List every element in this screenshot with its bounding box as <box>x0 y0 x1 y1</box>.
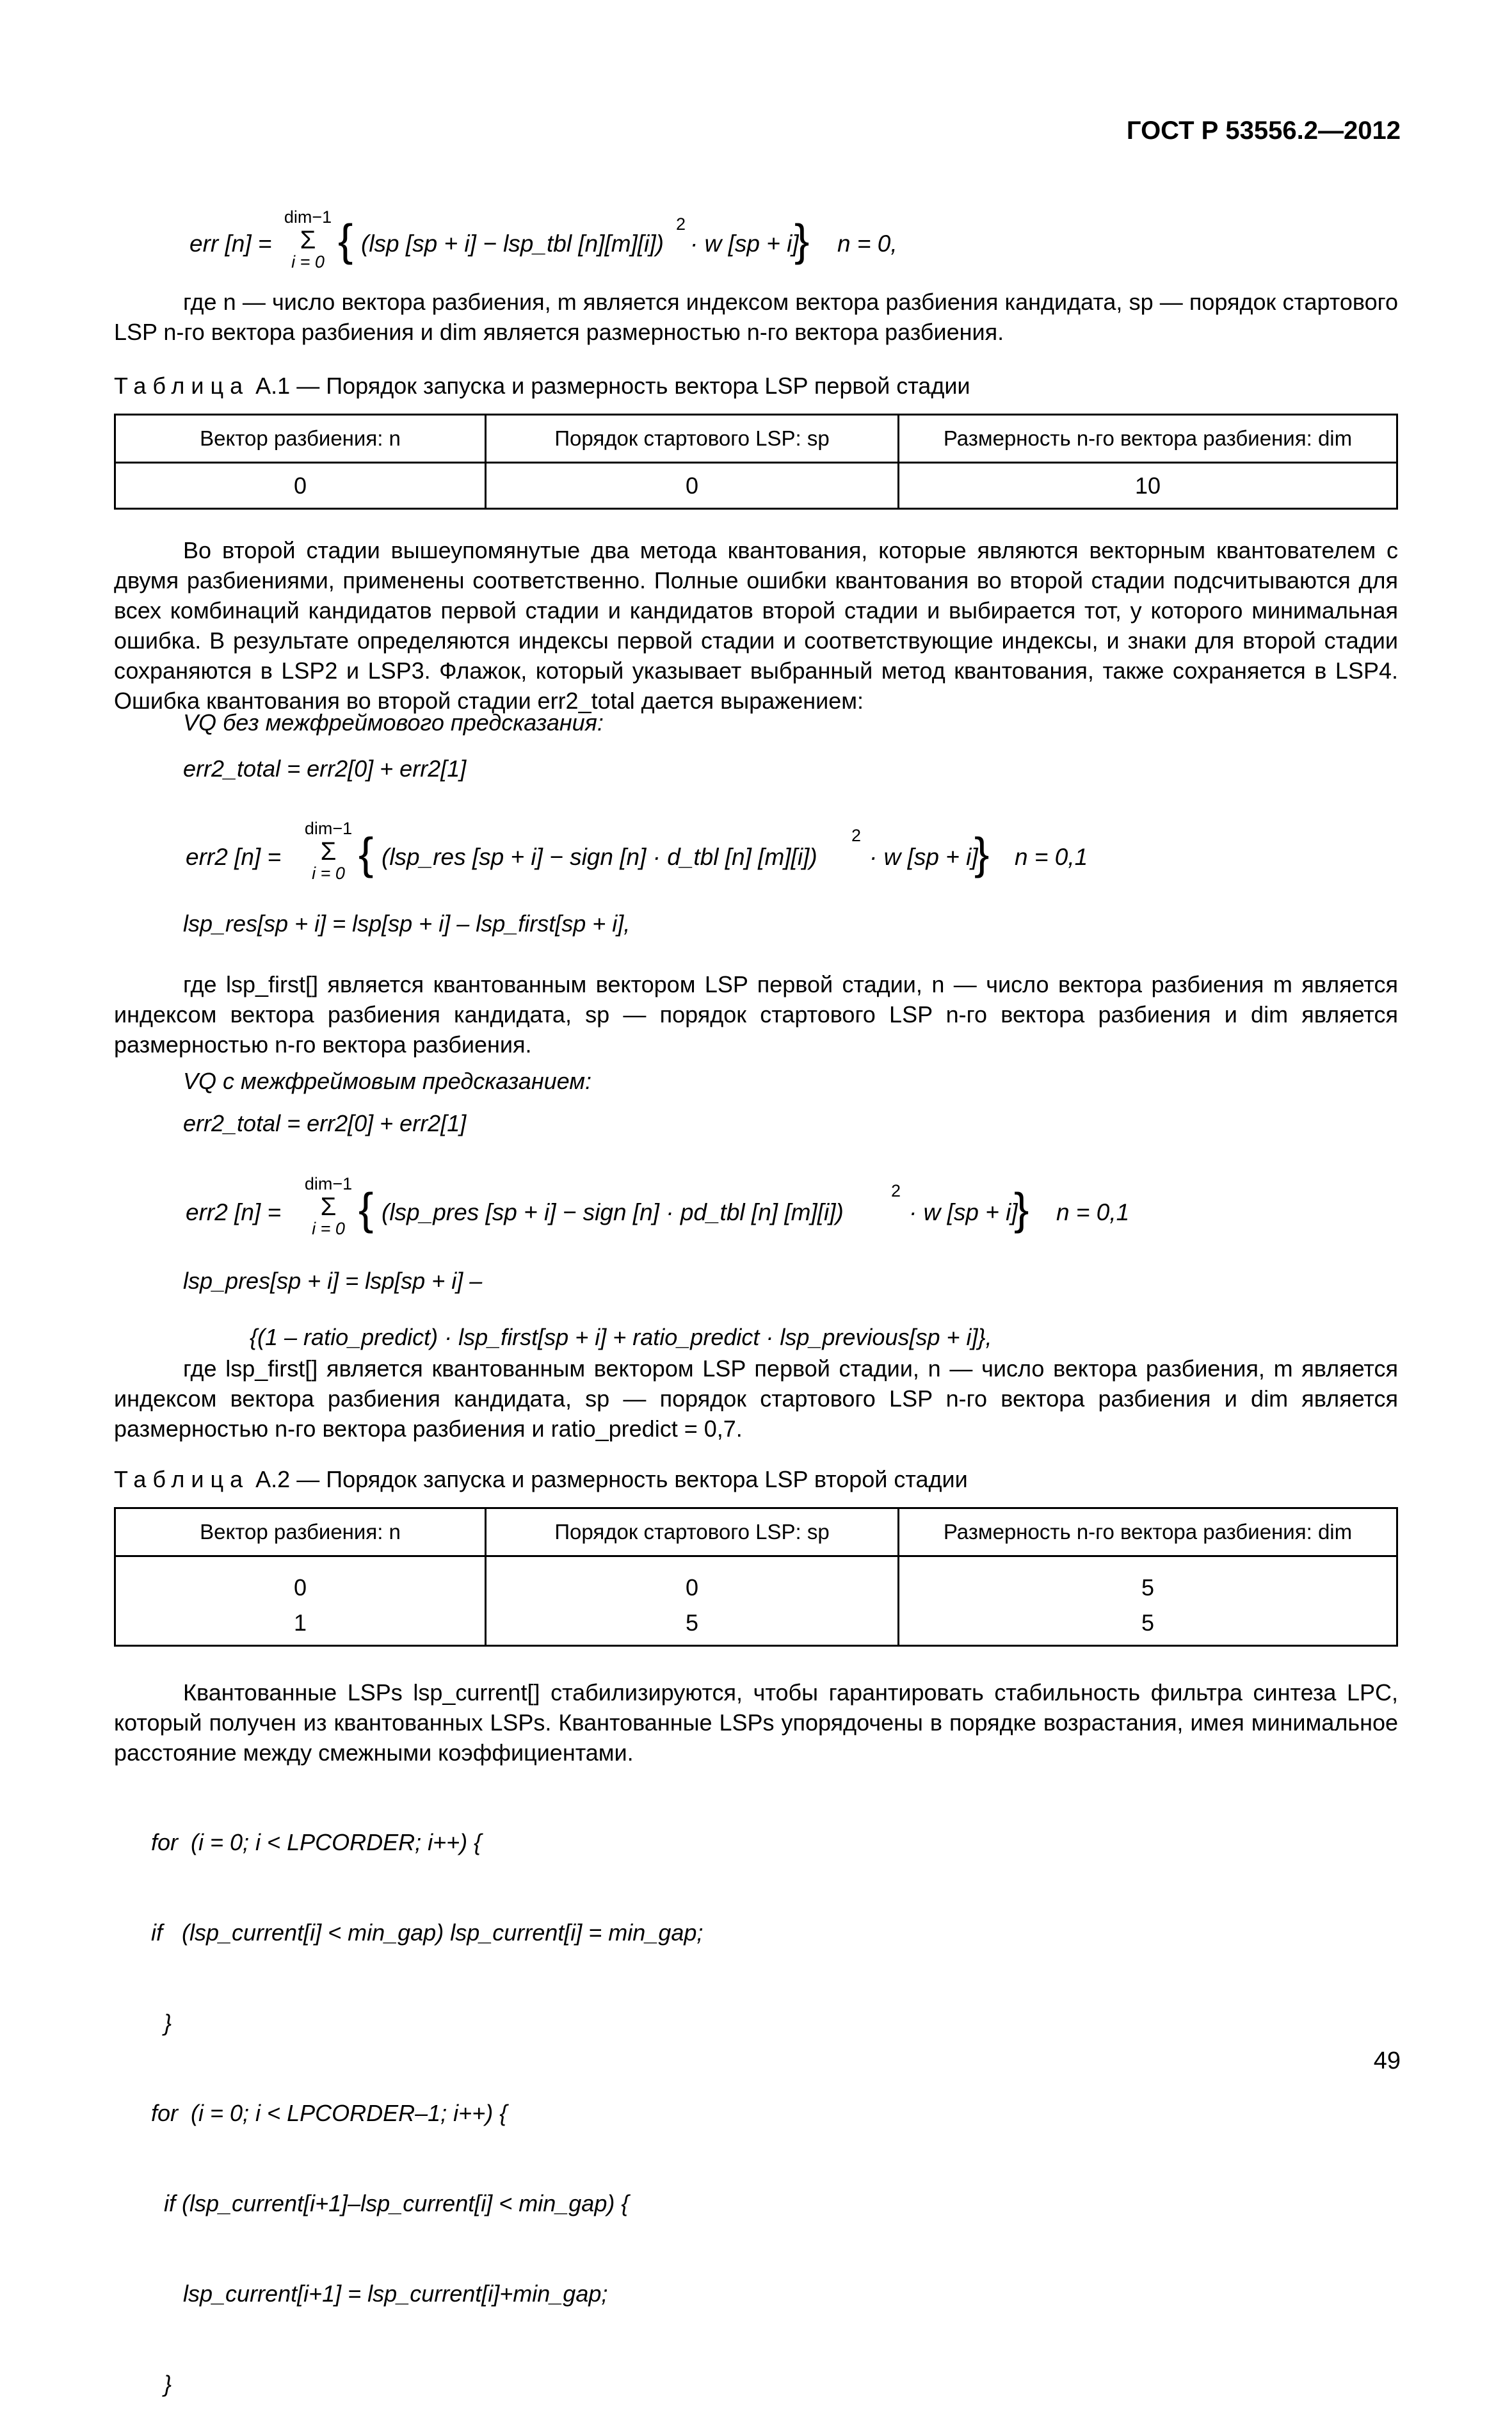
formula-err <box>189 202 1150 278</box>
code-line: for (i = 0; i < LPCORDER; i++) { <box>151 1829 482 1855</box>
formula-lhs: err2 [n] = <box>186 1199 282 1225</box>
code-block <box>151 1767 703 2429</box>
paragraph-stabilization: Квантованные LSPs lsp_current[] стабилизируются, чтобы гарантировать стабильность фильтра синтеза LPC, который получен из квантованных LSPs. Квантованные LSPs упорядочены в порядке возрастания, имея минимальное расстояние между смежными коэффициентами. <box>114 1679 1398 1766</box>
formula-tail: · w [sp + i] <box>909 1199 1018 1225</box>
sum-operator <box>279 208 337 271</box>
formula-tail: · w [sp + i] <box>869 844 978 870</box>
sum-lower: i = 0 <box>312 863 345 883</box>
left-brace-icon: { <box>358 828 374 878</box>
right-brace-icon: } <box>794 215 810 265</box>
vq2-title: VQ с межфреймовым предсказанием: <box>183 1068 591 1094</box>
table2 <box>114 1507 1398 1647</box>
table-cell: 0 <box>486 1556 899 1601</box>
table1-header-cell: Порядок стартового LSP: sp <box>486 415 899 463</box>
code-line: if (lsp_current[i] < min_gap) lsp_current[i] = min_gap; <box>151 1919 704 1946</box>
paragraph-definitions-3: где lsp_first[] является квантованным вектором LSP первой стадии, n — число вектора разбиения, m является индексом вектора разбиения кандидата, sp — порядок стартового LSP n-го вектора разбиения и dim является размерностью n-го вектора разбиения и ratio_predict = 0,7. <box>114 1355 1398 1442</box>
table2-header-cell: Размерность n-го вектора разбиения: dim <box>899 1508 1397 1556</box>
code-line: for (i = 0; i < LPCORDER–1; i++) { <box>151 2100 508 2126</box>
left-brace-icon: { <box>358 1184 374 1234</box>
code-line: } <box>151 2010 172 2036</box>
table-cell: 5 <box>899 1556 1397 1601</box>
sigma-icon: Σ <box>320 837 337 866</box>
formula-body: (lsp_pres [sp + i] − sign [n] · pd_tbl [n] [m][i]) <box>382 1199 844 1225</box>
table-row <box>115 1601 1397 1646</box>
table2-header-row <box>115 1508 1397 1556</box>
eq-lsp-pres-2: {(1 – ratio_predict) · lsp_first[sp + i] + ratio_predict · lsp_previous[sp + i]}, <box>250 1324 992 1350</box>
sum-upper: dim−1 <box>304 1174 353 1193</box>
document-header: ГОСТ Р 53556.2—2012 <box>1126 117 1401 145</box>
formula-lhs: err [n] = <box>189 230 272 257</box>
table1-caption-prefix: Таблица <box>114 373 250 399</box>
table-cell: 0 <box>486 463 899 509</box>
formula-err2-pres <box>186 1168 1242 1245</box>
formula-lhs: err2 [n] = <box>186 844 282 870</box>
formula-power: 2 <box>676 214 686 234</box>
right-brace-icon: } <box>974 828 990 878</box>
paragraph-second-stage: Во второй стадии вышеупомянутые два метода квантования, которые являются векторным квантователем с двумя разбиениями, применены соответственно. Полные ошибки квантования во второй стадии подсчитываются для всех комбинаций кандидатов первой стадии и кандидатов второй стадии и выбирается тот, у которого минимальная ошибка. В результате определяются индексы первой стадии и соответствующие индексы, и знаки для второй стадии сохраняются в LSP2 и LSP3. Флажок, который указывает выбранный метод квантования, также сохраняется в LSP4. Ошибка квантования во второй стадии err2_total дается выражением: <box>114 537 1398 714</box>
eq-total-1: err2_total = err2[0] + err2[1] <box>183 755 467 782</box>
sum-operator <box>300 1175 357 1238</box>
sum-upper: dim−1 <box>284 207 332 227</box>
sigma-icon: Σ <box>320 1192 337 1221</box>
table-cell: 5 <box>899 1601 1397 1646</box>
sum-lower: i = 0 <box>312 1218 345 1238</box>
formula-power: 2 <box>891 1181 901 1200</box>
table1-caption-text: А.1 — Порядок запуска и размерность вектора LSP первой стадии <box>255 373 970 399</box>
table-cell: 10 <box>899 463 1397 509</box>
eq-lsp-res: lsp_res[sp + i] = lsp[sp + i] – lsp_first[sp + i], <box>183 910 631 937</box>
formula-condition: n = 0,1 <box>1015 844 1088 870</box>
table1-header-cell: Размерность n-го вектора разбиения: dim <box>899 415 1397 463</box>
right-brace-icon: } <box>1014 1184 1029 1234</box>
formula-body: (lsp_res [sp + i] − sign [n] · d_tbl [n] [m][i]) <box>382 844 817 870</box>
table-row <box>115 463 1397 509</box>
page-number: 49 <box>1373 2047 1401 2074</box>
table-cell: 1 <box>115 1601 486 1646</box>
table2-caption-prefix: Таблица <box>114 1466 250 1492</box>
table2-caption-text: А.2 — Порядок запуска и размерность вектора LSP второй стадии <box>255 1466 968 1492</box>
table1-header-row <box>115 415 1397 463</box>
formula-tail: · w [sp + i] <box>690 230 799 257</box>
formula-body: (lsp [sp + i] − lsp_tbl [n][m][i]) <box>361 230 664 257</box>
formula-power: 2 <box>851 826 862 845</box>
table2-caption <box>114 1466 968 1493</box>
formula-condition: n = 0, <box>837 230 897 257</box>
table-cell: 5 <box>486 1601 899 1646</box>
table-cell: 0 <box>115 1556 486 1601</box>
eq-total-2: err2_total = err2[0] + err2[1] <box>183 1110 467 1136</box>
table2-header-cell: Вектор разбиения: n <box>115 1508 486 1556</box>
formula-err2-res <box>186 813 1210 890</box>
table-cell: 0 <box>115 463 486 509</box>
table1 <box>114 414 1398 510</box>
paragraph-definitions-1: где n — число вектора разбиения, m является индексом вектора разбиения кандидата, sp — порядок стартового LSP n-го вектора разбиения и dim является размерностью n-го вектора разбиения. <box>114 289 1398 345</box>
paragraph-definitions-2: где lsp_first[] является квантованным вектором LSP первой стадии, n — число вектора разбиения m является индексом вектора разбиения кандидата, sp — порядок стартового LSP n-го вектора разбиения и dim является размерностью n-го вектора разбиения. <box>114 971 1398 1058</box>
code-line: } <box>151 2371 172 2397</box>
sum-operator <box>300 819 357 883</box>
vq1-title: VQ без межфреймового предсказания: <box>183 709 604 736</box>
eq-lsp-pres-1: lsp_pres[sp + i] = lsp[sp + i] – <box>183 1268 483 1294</box>
formula-condition: n = 0,1 <box>1056 1199 1130 1225</box>
sum-lower: i = 0 <box>291 252 325 271</box>
code-line: if (lsp_current[i+1]–lsp_current[i] < min_gap) { <box>151 2190 629 2216</box>
code-line: lsp_current[i+1] = lsp_current[i]+min_gap; <box>151 2280 608 2307</box>
table1-header-cell: Вектор разбиения: n <box>115 415 486 463</box>
sigma-icon: Σ <box>300 225 316 254</box>
table2-header-cell: Порядок стартового LSP: sp <box>486 1508 899 1556</box>
left-brace-icon: { <box>338 215 353 265</box>
table-row <box>115 1556 1397 1601</box>
table1-caption <box>114 373 970 399</box>
sum-upper: dim−1 <box>304 819 353 838</box>
